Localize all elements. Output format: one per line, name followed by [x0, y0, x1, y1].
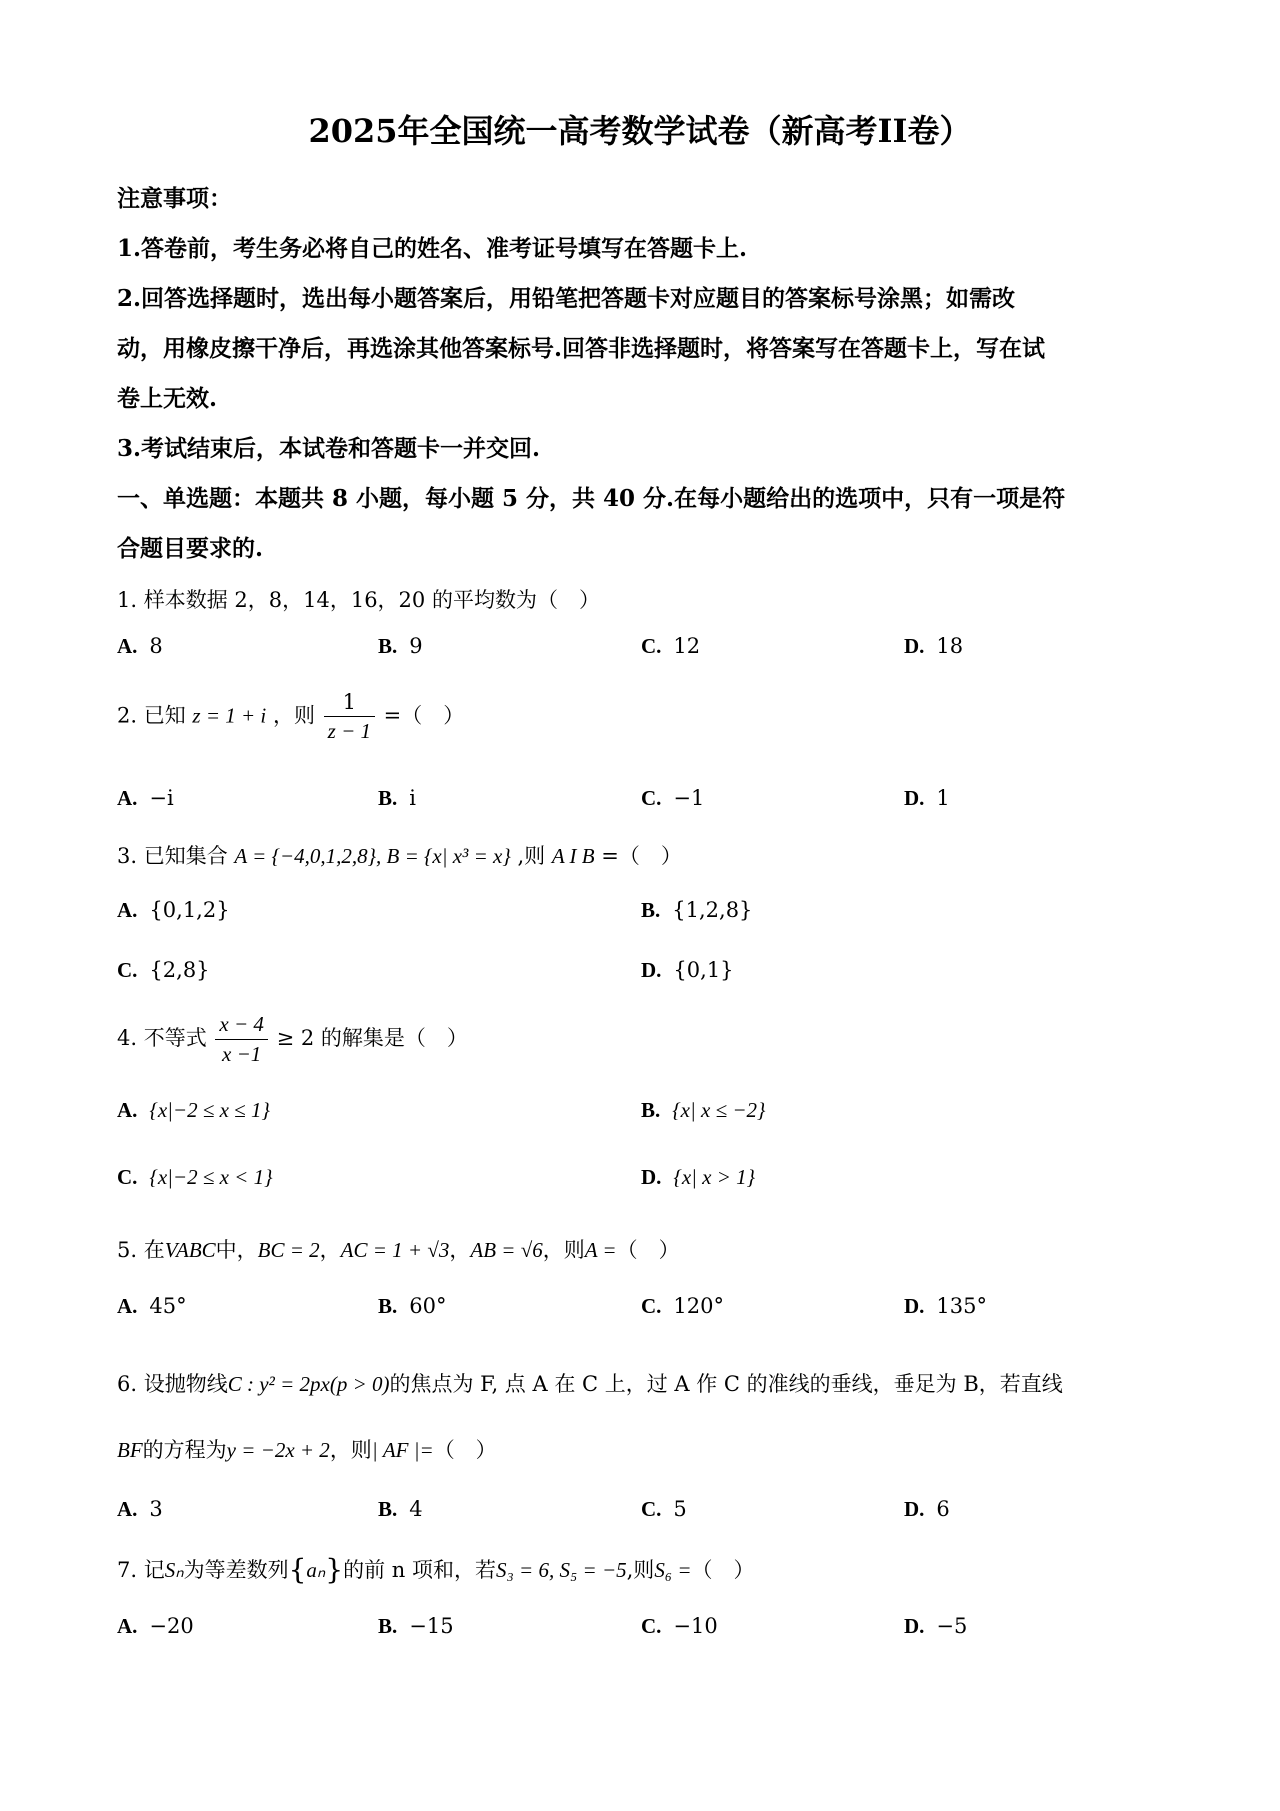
- notice-item-2-line-2: 动，用橡皮擦干净后，再选涂其他答案标号.回答非选择题时，将答案写在答题卡上，写在试: [117, 335, 1046, 362]
- q6-option-c: C. 5: [641, 1497, 687, 1521]
- q2-option-b: B. i: [378, 786, 416, 810]
- q5-option-c: C. 120°: [641, 1294, 725, 1318]
- q4-fraction: $\frac{x - 4}{x -1}$: [215, 1012, 268, 1067]
- q1-option-a: A. 8: [117, 634, 163, 658]
- notice-item-2-line-1: 2.回答选择题时，选出每小题答案后，用铅笔把答题卡对应题目的答案标号涂黑；如需改: [117, 285, 1016, 312]
- q4-option-b: B. {x| x ≤ −2}: [641, 1098, 766, 1122]
- question-2-stem: 2. 已知 z = 1 + i ，则 $\frac{1}{z - 1}$ =（ ）: [117, 690, 465, 743]
- notice-item-1: 1.答卷前，考生务必将自己的姓名、准考证号填写在答题卡上.: [117, 235, 748, 262]
- notice-item-2-line-3: 卷上无效.: [117, 385, 218, 412]
- question-3-stem: 3. 已知集合 A = {−4,0,1,2,8}, B = {x| x³ = x} ,则 A I B =（ ）: [117, 844, 682, 868]
- q6-option-b: B. 4: [378, 1497, 423, 1521]
- q3-option-d: D. {0,1}: [641, 958, 734, 982]
- q5-option-a: A. 45°: [117, 1294, 187, 1318]
- q5-option-d: D. 135°: [904, 1294, 988, 1318]
- q5-option-b: B. 60°: [378, 1294, 447, 1318]
- q7-option-d: D. −5: [904, 1614, 968, 1638]
- q3-option-b: B. {1,2,8}: [641, 898, 753, 922]
- q3-option-a: A. {0,1,2}: [117, 898, 230, 922]
- question-6-stem-line-1: 6. 设抛物线C : y² = 2px(p > 0)的焦点为 F, 点 A 在 C 上，过 A 作 C 的准线的垂线，垂足为 B，若直线: [117, 1372, 1063, 1396]
- q3-sets: A = {−4,0,1,2,8}, B = {x| x³ = x}: [234, 844, 511, 868]
- page-title: 2025年全国统一高考数学试卷（新高考II卷）: [308, 112, 972, 150]
- q7-option-a: A. −20: [117, 1614, 194, 1638]
- question-6-stem-line-2: BF的方程为y = −2x + 2，则| AF |=（ ）: [117, 1438, 497, 1462]
- notice-heading: 注意事项：: [117, 185, 232, 212]
- q2-option-a: A. −i: [117, 786, 174, 810]
- q1-option-c: C. 12: [641, 634, 701, 658]
- question-1-stem: 1. 样本数据 2，8，14，16，20 的平均数为（ ）: [117, 588, 600, 612]
- q4-option-c: C. {x|−2 ≤ x < 1}: [117, 1165, 273, 1189]
- q1-option-b: B. 9: [378, 634, 423, 658]
- question-5-stem: 5. 在VABC中，BC = 2，AC = 1 + √3，AB = √6，则A =（ ）: [117, 1238, 680, 1262]
- q2-fraction: $\frac{1}{z - 1}$: [324, 690, 375, 744]
- q3-option-c: C. {2,8}: [117, 958, 210, 982]
- q6-option-d: D. 6: [904, 1497, 950, 1521]
- q7-option-b: B. −15: [378, 1614, 454, 1638]
- q3-intersection: A I B: [551, 844, 595, 868]
- q4-option-a: A. {x|−2 ≤ x ≤ 1}: [117, 1098, 270, 1122]
- question-4-stem: 4. 不等式 $\frac{x - 4}{x -1}$ ≥ 2 的解集是（ ）: [117, 1012, 468, 1066]
- q6-option-a: A. 3: [117, 1497, 163, 1521]
- section-heading-line-1: 一、单选题：本题共 8 小题，每小题 5 分，共 40 分.在每小题给出的选项中，只有一项是符: [117, 485, 1066, 512]
- section-heading-line-2: 合题目要求的.: [117, 535, 264, 562]
- notice-item-3: 3.考试结束后，本试卷和答题卡一并交回.: [117, 435, 541, 462]
- question-7-stem: 7. 记Sₙ为等差数列{aₙ}的前 n 项和，若S₃ = 6, S₅ = −5,则S₆ =（ ）: [117, 1553, 755, 1586]
- q2-z-definition: z = 1 + i: [192, 703, 267, 728]
- q4-option-d: D. {x| x > 1}: [641, 1165, 756, 1189]
- q1-option-d: D. 18: [904, 634, 964, 658]
- q7-option-c: C. −10: [641, 1614, 718, 1638]
- q2-option-c: C. −1: [641, 786, 705, 810]
- q2-option-d: D. 1: [904, 786, 950, 810]
